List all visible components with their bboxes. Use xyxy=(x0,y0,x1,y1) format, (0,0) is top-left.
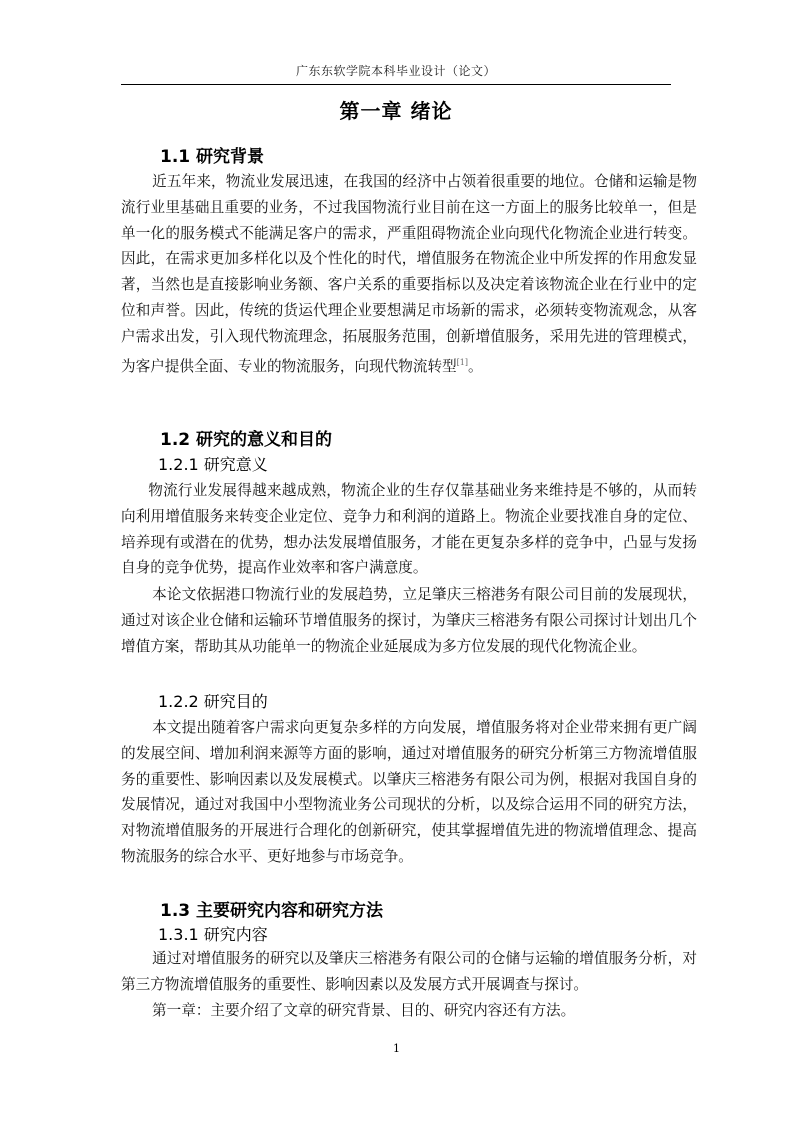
citation-marker[interactable]: [1] xyxy=(456,357,469,367)
page-number: 1 xyxy=(393,1042,400,1055)
paragraph-purpose xyxy=(121,715,697,870)
section-heading-1-3: 1.3 主要研究内容和研究方法 xyxy=(160,901,384,921)
paragraph-content-2-text: 第一章：主要介绍了文章的研究背景、目的、研究内容还有方法。 xyxy=(152,1002,576,1019)
paragraph-content-2 xyxy=(121,998,697,1024)
subsection-heading-1-2-2: 1.2.2 研究目的 xyxy=(158,692,268,711)
paragraph-significance-2 xyxy=(121,582,697,659)
paragraph-background-text: 近五年来，物流业发展迅速，在我国的经济中占领着很重要的地位。仓储和运输是物流行业里基础且重要的业务，不过我国物流行业目前在这一方面上的服务比较单一，但是单一化的服务模式不能满足客户的需求，严重阻碍物流企业向现代化物流企业进行转变。因此，在需求更加多样化以及个性化的时代，增值服务在物流企业中所发挥的作用愈发显著，当然也是直接影响业务额、客户关系的重要指标以及决定着该物流企业在行业中的定位和声誉。因此，传统的货运代理企业要想满足市场新的需求，必须转变物流观念，从客户需求出发，引入现代物流理念，拓展服务范围，创新增值服务，采用先进的管理模式，为客户提供全面、专业的物流服务，向现代物流转型 xyxy=(121,173,697,375)
running-header: 广东东软学院本科毕业设计（论文） xyxy=(295,64,496,78)
paragraph-content-1-text: 通过对增值服务的研究以及肇庆三榕港务有限公司的仓储与运输的增值服务分析，对第三方物流增值服务的重要性、影响因素以及发展方式开展调查与探讨。 xyxy=(121,950,697,993)
paragraph-significance-1 xyxy=(121,478,697,581)
paragraph-purpose-text: 本文提出随着客户需求向更复杂多样的方向发展，增值服务将对企业带来拥有更广阔的发展空间、增加利润来源等方面的影响，通过对增值服务的研究分析第三方物流增值服务的重要性、影响因素以及发展模式。以肇庆三榕港务有限公司为例，根据对我国自身的发展情况，通过对我国中小型物流业务公司现状的分析，以及综合运用不同的研究方法，对物流增值服务的开展进行合理化的创新研究，使其掌握增值先进的物流增值理念、提高物流服务的综合水平、更好地参与市场竞争。 xyxy=(121,719,697,865)
chapter-title: 第一章 绪论 xyxy=(339,99,453,123)
section-heading-1-2: 1.2 研究的意义和目的 xyxy=(160,430,333,450)
paragraph-significance-1-text: 物流行业发展得越来越成熟，物流企业的生存仅靠基础业务来维持是不够的，从而转向利用增值服务来转变企业定位、竞争力和利润的道路上。物流企业要找准自身的定位、培养现有或潜在的优势，想办法发展增值服务，才能在更复杂多样的竞争中，凸显与发扬自身的竞争优势，提高作业效率和客户满意度。 xyxy=(121,482,697,577)
paragraph-content-1 xyxy=(121,946,697,998)
subsection-heading-1-2-1: 1.2.1 研究意义 xyxy=(158,455,268,474)
header-rule xyxy=(121,84,671,85)
subsection-heading-1-3-1: 1.3.1 研究内容 xyxy=(158,925,268,944)
paragraph-background xyxy=(121,169,697,379)
paragraph-background-end: 。 xyxy=(468,357,483,375)
section-heading-1-1: 1.1 研究背景 xyxy=(160,147,265,167)
paragraph-significance-2-text: 本论文依据港口物流行业的发展趋势，立足肇庆三榕港务有限公司目前的发展现状，通过对该企业仓储和运输环节增值服务的探讨，为肇庆三榕港务有限公司探讨计划出几个增值方案，帮助其从功能单一的物流企业延展成为多方位发展的现代化物流企业。 xyxy=(121,586,697,655)
